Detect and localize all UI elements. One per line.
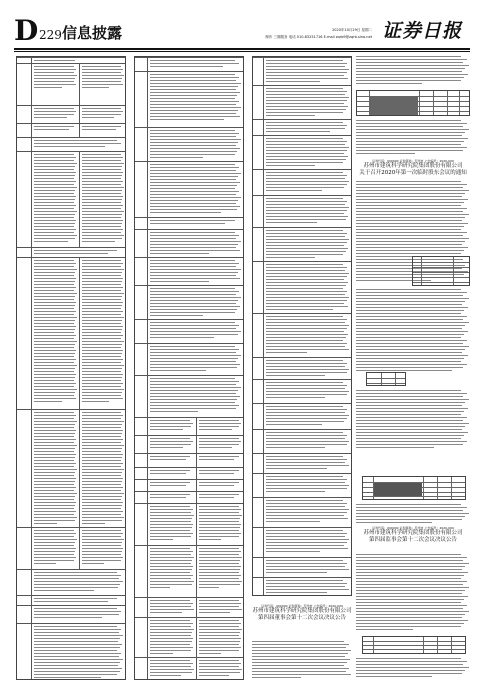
- fine-print-text: [34, 572, 124, 593]
- schedule-table: [366, 372, 406, 386]
- disclosure-table: [252, 56, 352, 596]
- fine-print-text: [266, 456, 350, 471]
- fine-print-text: [150, 548, 194, 590]
- fine-print-text: [150, 260, 242, 284]
- fine-print-text: [266, 406, 350, 427]
- fine-print-text: [356, 390, 470, 450]
- announcement-company: 苏州市建筑科学研究院集团股份有限公司: [363, 163, 463, 169]
- announcement-title: 第四届监事会第十二次会议决议公告: [368, 537, 457, 543]
- fine-print-text: [150, 346, 242, 373]
- newspaper-logo: 证券日报: [381, 20, 462, 42]
- fine-print-text: [150, 470, 194, 476]
- fine-print-text: [150, 74, 242, 122]
- fine-print-text: [82, 530, 124, 566]
- fine-print-text: [34, 412, 77, 526]
- result-table: [362, 636, 466, 654]
- section-letter: D: [14, 14, 39, 47]
- column-3: [252, 56, 352, 680]
- masthead-rule-thin: [14, 51, 470, 52]
- column-4: [356, 56, 470, 680]
- announcement-code: 证券代码：000000 证券简称：苏州市 公告编号：2020-000: [261, 604, 343, 608]
- announcement-header-2: [356, 526, 470, 544]
- fine-print-text: [356, 554, 470, 632]
- fine-print-text: [199, 482, 242, 488]
- table-fill: [374, 483, 422, 496]
- column-1: [16, 56, 126, 680]
- fine-print-text: [199, 470, 242, 476]
- fine-print-text: [150, 494, 194, 500]
- fine-print-text: [34, 108, 77, 120]
- announcement-title: 关于召开2020年第一次临时股东会议的通知: [359, 170, 467, 176]
- fine-print-text: [150, 322, 242, 340]
- fine-print-text: [34, 66, 77, 90]
- fine-print-text: [150, 438, 194, 450]
- fine-print-text: [150, 420, 194, 432]
- fine-print-text: [252, 641, 352, 680]
- fine-print-text: [150, 60, 242, 69]
- fine-print-text: [82, 126, 124, 132]
- fine-print-text: [199, 506, 242, 542]
- fine-print-text: [150, 164, 242, 215]
- fine-print-text: [266, 264, 350, 312]
- fine-print-text: [82, 154, 124, 244]
- fine-print-text: [199, 494, 242, 500]
- disclosure-table: [16, 56, 126, 680]
- fine-print-text: [356, 289, 470, 373]
- fine-print-text: [150, 378, 242, 414]
- fine-print-text: [34, 530, 77, 566]
- fine-print-text: [34, 140, 124, 149]
- masthead-rule: [14, 48, 470, 50]
- announcement-code: 证券代码：000000 证券简称：苏州市 公告编号：2020-000: [372, 526, 454, 530]
- fine-print-text: [266, 172, 350, 193]
- masthead: [14, 14, 470, 47]
- fine-print-text: [266, 530, 350, 554]
- fine-print-text: [199, 420, 242, 432]
- fine-print-text: [266, 138, 350, 168]
- fine-print-text: [82, 260, 124, 404]
- announcement-code: 证券代码：000000 证券简称：苏州市 公告编号：2020-000: [372, 159, 454, 163]
- fine-print-text: [199, 548, 242, 590]
- fine-print-text: [266, 316, 350, 355]
- contact-line: 制作 三图服务 电话 010-83251716 E-mail zqrb9@zqrb.sina.net: [265, 35, 372, 39]
- fine-print-text: [199, 660, 242, 678]
- fine-print-text: [266, 580, 350, 595]
- fine-print-text: [34, 608, 124, 620]
- fine-print-text: [34, 250, 124, 256]
- fine-print-text: [266, 560, 350, 575]
- fine-print-text: [150, 600, 194, 615]
- fine-print-text: [150, 232, 242, 256]
- proposal-table: [412, 256, 470, 286]
- fine-print-text: [82, 412, 124, 526]
- section-title: 信息披露: [62, 24, 123, 42]
- fine-print-text: [356, 504, 470, 525]
- fine-print-text: [150, 506, 194, 542]
- fine-print-text: [150, 220, 242, 226]
- fine-print-text: [150, 620, 194, 656]
- fine-print-text: [356, 56, 470, 86]
- page-number: 229: [39, 28, 62, 42]
- fine-print-text: [199, 456, 242, 462]
- fine-print-text: [82, 108, 124, 120]
- fine-print-text: [266, 500, 350, 524]
- fine-print-text: [266, 476, 350, 494]
- fine-print-text: [266, 122, 350, 134]
- table-fill: [370, 97, 418, 115]
- fine-print-text: [199, 620, 242, 656]
- fine-print-text: [150, 130, 242, 160]
- fine-print-text: [266, 60, 350, 84]
- fine-print-text: [199, 438, 242, 450]
- fine-print-text: [199, 600, 242, 615]
- fine-print-text: [266, 360, 350, 378]
- announcement-company: 苏州市建筑科学研究院集团股份有限公司: [363, 530, 463, 536]
- fine-print-text: [266, 382, 350, 400]
- fine-print-text: [266, 230, 350, 260]
- fine-print-text: [34, 260, 77, 404]
- fine-print-text: [34, 598, 124, 604]
- vote-table: [356, 90, 470, 116]
- proxy-table: [362, 476, 466, 500]
- fine-print-text: [266, 88, 350, 118]
- fine-print-text: [266, 198, 350, 225]
- fine-print-text: [34, 154, 77, 244]
- fine-print-text: [150, 456, 194, 462]
- announcement-header-0: [356, 159, 470, 177]
- fine-print-text: [356, 120, 470, 156]
- announcement-company: 苏州市建筑科学研究院集团股份有限公司: [252, 608, 352, 614]
- disclosure-table: [134, 56, 244, 680]
- announcement-title: 第四届董事会第十二次会议决议公告: [257, 615, 346, 621]
- announcement-header-1: [252, 604, 352, 622]
- fine-print-text: [356, 658, 470, 679]
- fine-print-text: [82, 66, 124, 90]
- issue-date: 2020年10月29日 星期二: [332, 28, 372, 32]
- fine-print-text: [34, 126, 77, 132]
- fine-print-text: [150, 482, 194, 488]
- column-2: [134, 56, 244, 680]
- fine-print-text: [266, 432, 350, 450]
- fine-print-text: [34, 626, 124, 680]
- fine-print-text: [150, 288, 242, 318]
- fine-print-text: [150, 660, 194, 678]
